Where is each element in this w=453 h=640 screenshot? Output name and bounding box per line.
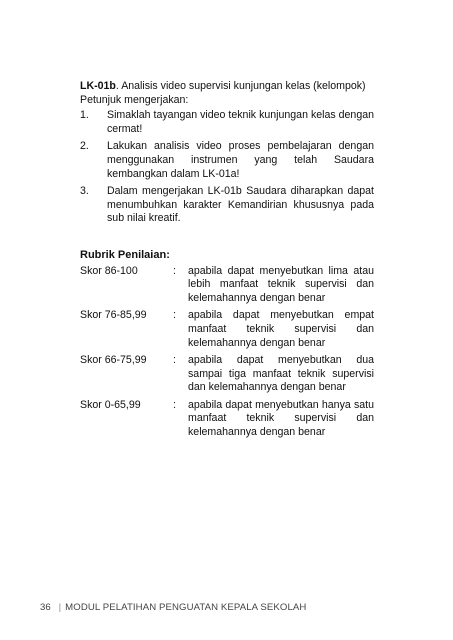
rubric-colon: : [173,354,176,367]
page-footer [40,602,306,613]
task-title-text: . Analisis video supervisi kunjungan kelas (kelompok) [115,80,366,92]
step-item [80,140,374,181]
rubric-description: apabila dapat menyebutkan empat manfaat teknik supervisi dan kelemahannya dengan benar [188,309,374,349]
rubric-row [80,399,374,440]
rubric-row [80,309,374,350]
page-number: 36 [40,602,51,613]
footer-title: MODUL PELATIHAN PENGUATAN KEPALA SEKOLAH [65,602,307,613]
rubric-row [80,265,374,306]
rubric-score: Skor 76-85,99 [80,309,147,322]
step-text: Lakukan analisis video proses pembelajaran dengan menggunakan instrumen yang telah Saudara kembangkan dalam LK-01a! [107,140,374,180]
task-title [80,80,374,94]
rubric-row [80,354,374,395]
step-number: 2. [80,140,89,153]
rubric-colon: : [173,398,176,411]
step-item [80,185,374,226]
rubric-colon: : [173,309,176,322]
step-text: Dalam mengerjakan LK-01b Saudara diharapkan dapat menumbuhkan karakter Kemandirian khususnya pada sub nilai kreatif. [107,185,374,225]
instructions-heading: Petunjuk mengerjakan: [80,93,189,106]
rubric-description: apabila dapat menyebutkan dua sampai tiga manfaat teknik supervisi dan kelemahannya dengan benar [188,354,374,394]
rubric-colon: : [173,264,176,277]
rubric-description: apabila dapat menyebutkan lima atau lebih manfaat teknik supervisi dan kelemahannya dengan benar [188,264,374,304]
rubric-heading: Rubrik Penilaian: [80,248,170,261]
footer-separator: | [58,602,62,613]
step-number: 1. [80,109,89,122]
task-code: LK-01b [80,80,116,92]
rubric-score: Skor 86-100 [80,264,138,277]
rubric-description: apabila dapat menyebutkan hanya satu manfaat teknik supervisi dan kelemahannya dengan benar [188,398,374,439]
document-body [80,80,374,444]
rubric-score: Skor 0-65,99 [80,398,141,411]
step-number: 3. [80,185,89,198]
step-text: Simaklah tayangan video teknik kunjungan kelas dengan cermat! [107,109,374,135]
rubric-score: Skor 66-75,99 [80,354,147,367]
step-item [80,109,374,136]
